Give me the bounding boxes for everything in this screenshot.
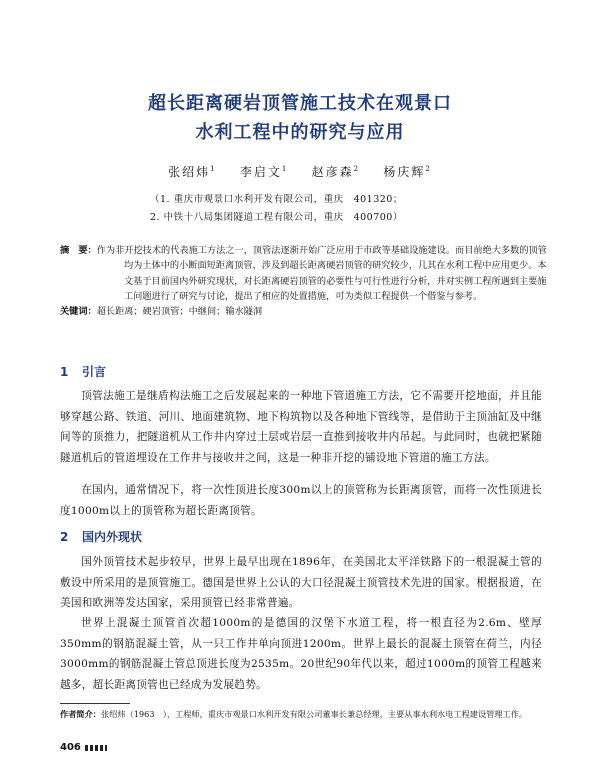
page-number-value: 406 bbox=[60, 742, 81, 753]
section-title: 引言 bbox=[82, 365, 107, 379]
author-affil-mark: 2 bbox=[353, 165, 361, 173]
affiliation-1: （1. 重庆市观景口水利开发有限公司，重庆 401320； bbox=[150, 194, 403, 205]
author-name: 杨庆辉 bbox=[383, 165, 426, 179]
footnote-divider bbox=[60, 703, 130, 704]
author-footnote bbox=[60, 708, 542, 721]
author-list bbox=[0, 163, 600, 180]
author-affil-mark: 1 bbox=[210, 165, 217, 173]
paper-title-line1: 超长距离硬岩顶管施工技术在观景口 bbox=[148, 93, 452, 114]
footnote-label: 作者简介： bbox=[60, 709, 101, 719]
abstract-label: 摘 要： bbox=[60, 245, 97, 256]
author-affil-mark: 2 bbox=[425, 165, 432, 173]
page-number bbox=[60, 742, 107, 753]
body-paragraph: 顶管法施工是继盾构法施工之后发展起来的一种地下管道施工方法，它不需要开挖地面，并且能够穿越公路、铁道、河川、地面建筑物、地下构筑物以及各种地下管线等，是借助于主顶油缸及中继间等的顶推力，把隧道机从工作井内穿过土层或岩层一直推到接收井内吊起。与此同时，也就把紧随隧道机后的管道埋设在工作井与接收井之间，这是一种非开挖的铺设地下管道的施工方法。 bbox=[60, 390, 542, 464]
author-name: 张绍炜 bbox=[168, 165, 211, 179]
section-title: 国内外现状 bbox=[82, 530, 143, 544]
keywords-label: 关键词： bbox=[60, 306, 97, 318]
author-name: 赵彦森 bbox=[311, 165, 354, 179]
body-paragraph: 在国内，通常情况下，将一次性顶进长度300m以上的顶管称为长距离顶管，而将一次性顶进长度1000m以上的顶管称为超长距离顶管。 bbox=[60, 484, 542, 517]
body-paragraph: 国外顶管技术起步较早，世界上最早出现在1896年，在美国北太平洋铁路下的一根混凝土管的敷设中所采用的是顶管施工。德国是世界上公认的大口径混凝土顶管技术先进的国家。根据报道，在美国和欧洲等发达国家，采用顶管已经非常普遍。 bbox=[60, 556, 542, 609]
abstract-text bbox=[60, 243, 550, 304]
section-number: 1 bbox=[60, 365, 69, 379]
keywords bbox=[60, 304, 550, 319]
abstract-body: 作为非开挖技术的代表施工方法之一，顶管法逐渐开始广泛应用于市政等基础设施建设。而目前绝大多数的顶管均为土体中的小断面短距离顶管，涉及到超长距离硬岩顶管的研究较少，几其在水利工程中应用更少。本文基于目前国内外研究现状，对长距离硬岩顶管的必要性与可行性进行分析，并对实例工程所遇到主要施工问题进行了研究与讨论，提出了相应的处置措施，可为类似工程提供一个借鉴与参考。 bbox=[96, 245, 547, 302]
section-heading-2 bbox=[60, 528, 142, 545]
author-affil-mark: 1 bbox=[281, 165, 289, 173]
affiliation-2: 2. 中铁十八局集团隧道工程有限公司，重庆 400700） bbox=[150, 212, 403, 223]
keywords-text: 超长距离；硬岩顶管；中继间；输水隧洞 bbox=[96, 306, 263, 318]
abstract-block bbox=[60, 243, 550, 319]
paper-title-line2: 水利工程中的研究与应用 bbox=[195, 122, 405, 143]
author-name: 李启文 bbox=[239, 165, 282, 179]
section-heading-1 bbox=[60, 363, 106, 380]
page-number-mark-icon bbox=[85, 745, 107, 751]
footnote-text: 张绍炜（1963 ），工程师，重庆市观景口水利开发有限公司董事长兼总经理，主要从事水利水电工程建设管理工作。 bbox=[100, 709, 528, 719]
section-number: 2 bbox=[60, 530, 69, 544]
body-paragraph: 世界上混凝土顶管首次超1000m的是德国的汉堡下水道工程，将一根直径为2.6m、壁厚350mm的钢筋混凝土管，从一只工作井单向顶进1200m。世界上最长的混凝土顶管在荷兰，内径3000mm的钢筋混凝土管总顶进长度为2535m。20世纪90年代以来，超过1000m的顶管工程越来越多，超长距离顶管也已经成为发展趋势。 bbox=[60, 617, 542, 691]
